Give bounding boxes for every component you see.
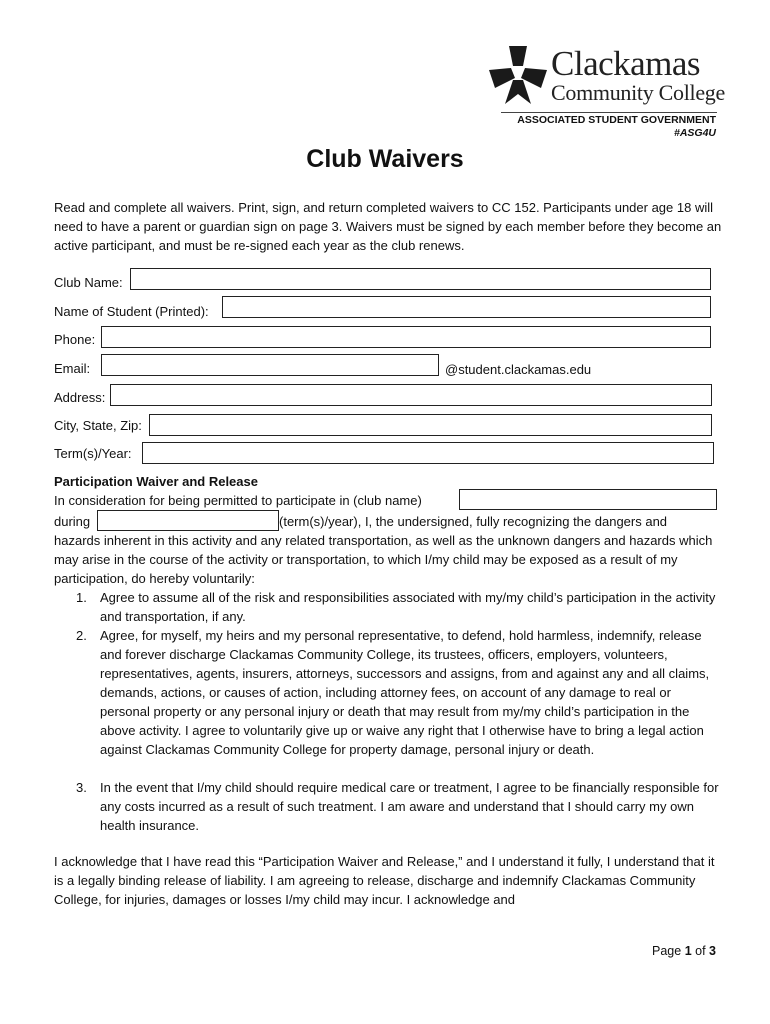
college-name-line1: Clackamas xyxy=(551,44,701,83)
address-label: Address: xyxy=(54,390,106,405)
list-item-2: Agree, for myself, my heirs and my personal representative, to defend, hold harmless, indemnify, release and forever discharge Clackamas Community College, its trustees, officers, employers, volunteers, representatives, agents, insurers, attorneys, successors and assigns, from and against any and all claims, demands, actions, or causes of action, including attorney fees, on account of any damage to real or personal property or any personal injury or death that may result from my/my child’s participation in the above activity. I agree to voluntarily give up or waive any right that I otherwise have to bring a legal action against Clackamas Community College for property damage, personal injury or death. xyxy=(100,628,710,757)
college-logo xyxy=(487,44,725,144)
phone-label: Phone: xyxy=(54,332,96,347)
waiver-paragraph: hazards inherent in this activity and any related transportation, as well as the unknown dangers and hazards which may arise in the course of the activity or transportation, to which I/my child may be exposed as a result of my participation, do hereby voluntarily: xyxy=(54,533,713,586)
waiver-term-line-rest: (term(s)/year), I, the undersigned, fully recognizing the dangers and xyxy=(279,514,668,529)
waiver-heading: Participation Waiver and Release xyxy=(54,474,258,489)
page-current: 1 xyxy=(684,944,692,958)
page-number xyxy=(652,942,716,960)
email-label: Email: xyxy=(54,361,91,376)
phone-field[interactable] xyxy=(101,326,711,348)
page-total: 3 xyxy=(709,944,716,958)
waiver-during-label: during xyxy=(54,514,91,529)
club-name-label: Club Name: xyxy=(54,275,123,290)
department-name: ASSOCIATED STUDENT GOVERNMENT xyxy=(517,114,716,126)
term-year-field[interactable] xyxy=(142,442,714,464)
email-domain-suffix: @student.clackamas.edu xyxy=(445,362,592,377)
email-field[interactable] xyxy=(101,354,439,376)
list-item-1: Agree to assume all of the risk and responsibilities associated with my/my child’s participation in the activity and transportation, if any. xyxy=(100,590,716,624)
club-name-field[interactable] xyxy=(130,268,711,290)
list-number-3: 3. xyxy=(76,780,87,795)
student-name-field[interactable] xyxy=(222,296,711,318)
page-word: Page xyxy=(652,944,682,958)
page-title: Club Waivers xyxy=(306,145,464,173)
hashtag: #ASG4U xyxy=(673,127,716,139)
city-state-zip-label: City, State, Zip: xyxy=(54,418,142,433)
intro-paragraph: Read and complete all waivers. Print, sign, and return completed waivers to CC 152. Participants under age 18 will need to have a parent or guardian sign on page 3. Waivers must be signed by each member before they become an active participant, and must be re-signed each year as the club renews. xyxy=(54,200,722,253)
student-name-label: Name of Student (Printed): xyxy=(54,304,209,319)
list-number-2: 2. xyxy=(76,628,87,643)
term-year-label: Term(s)/Year: xyxy=(54,446,132,461)
list-item-3: In the event that I/my child should require medical care or treatment, I agree to be financially responsible for any costs incurred as a result of such treatment. I am aware and understand that I should carry my own health insurance. xyxy=(100,780,719,833)
waiver-club-name-field[interactable] xyxy=(459,489,717,510)
waiver-term-field[interactable] xyxy=(97,510,279,531)
city-state-zip-field[interactable] xyxy=(149,414,712,436)
of-word: of xyxy=(695,944,706,958)
acknowledgement-paragraph: I acknowledge that I have read this “Participation Waiver and Release,” and I understand it fully, I understand that it is a legally binding release of liability. I am agreeing to release, discharge and indemnify Clackamas Community College, for injuries, damages or losses I/my child may incur. I acknowledge and xyxy=(54,854,715,907)
list-number-1: 1. xyxy=(76,590,87,605)
waiver-club-line: In consideration for being permitted to participate in (club name) xyxy=(54,493,422,508)
college-name-line2: Community College xyxy=(551,80,725,105)
address-field[interactable] xyxy=(110,384,712,406)
college-logo-mark-icon xyxy=(487,44,549,106)
